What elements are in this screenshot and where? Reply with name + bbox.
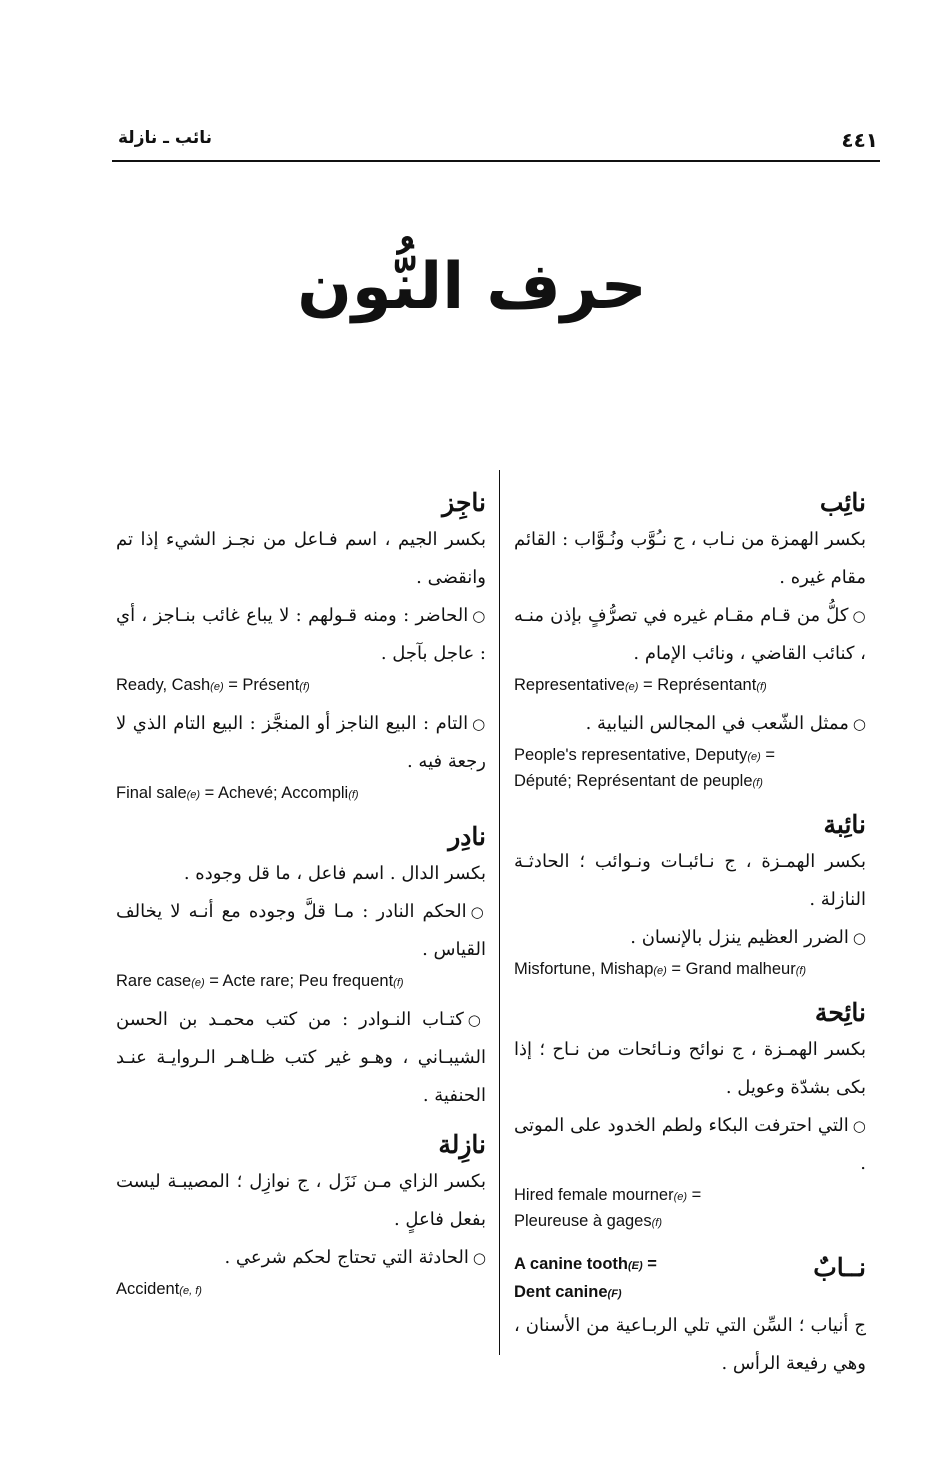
left-column bbox=[116, 485, 486, 1315]
right-column bbox=[514, 485, 866, 1395]
headword: نائِحة bbox=[814, 998, 866, 1027]
sense: ○الضرر العظيم ينزل بالإنسان . bbox=[630, 927, 866, 948]
translation: Representative(e) = Représentant(f) bbox=[514, 676, 767, 694]
headword: نائِب bbox=[819, 488, 866, 517]
headword: نــابٌ bbox=[813, 1253, 866, 1282]
translation: Rare case(e) = Acte rare; Peu frequent(f) bbox=[116, 972, 404, 990]
entry-nab bbox=[514, 1251, 866, 1383]
sense: ○الحادثة التي تحتاج لحكم شرعي . bbox=[224, 1247, 486, 1268]
definition: بكسر الجيم ، اسم فـاعل من نجـز الشيء إذا تم وانقضى . bbox=[116, 529, 486, 588]
translation: People's representative, Deputy(e) = Député; Représentant de peuple(f) bbox=[514, 746, 776, 790]
entry-naib bbox=[514, 485, 866, 795]
sense: ○الحاضر : ومنه قـولهم : لا يباع غائب بنـاجز ، أي : عاجل بآجل . bbox=[116, 605, 486, 664]
circle-bullet-icon: ○ bbox=[470, 903, 487, 921]
column-divider bbox=[499, 470, 500, 1355]
definition: ج أنياب ؛ السِّن التي تلي الربـاعية من الأسنان ، وهي رفيعة الرأس . bbox=[514, 1315, 866, 1374]
header-rule bbox=[112, 160, 880, 162]
page-number: ٤٤١ bbox=[841, 128, 878, 152]
circle-bullet-icon: ○ bbox=[852, 607, 866, 625]
definition: بكسر الزاي مـن نَزَل ، ج نوازِل ؛ المصيبـة ليست بفعل فاعلٍ . bbox=[116, 1171, 486, 1230]
translation: Hired female mourner(e) = Pleureuse à gages(f) bbox=[514, 1186, 702, 1230]
definition: بكسر الدال . اسم فاعل ، ما قل وجوده . bbox=[183, 863, 486, 884]
circle-bullet-icon: ○ bbox=[472, 1249, 486, 1267]
entry-nazila bbox=[116, 1127, 486, 1303]
circle-bullet-icon: ○ bbox=[852, 715, 866, 733]
translation: Ready, Cash(e) = Présent(f) bbox=[116, 676, 310, 694]
translation: A canine tooth(E) = Dent canine(F) bbox=[514, 1255, 657, 1301]
running-head: نائب ـ نازلة bbox=[118, 128, 213, 148]
translation: Accident(e, f) bbox=[116, 1280, 202, 1298]
sense: ○ممثل الشّعب في المجالس النيابية . bbox=[585, 713, 866, 734]
sense: ○كلُّ من قـام مقـام غيره في تصرُّفٍ بإذن منـه ، كنائب القاضي ، ونائب الإمام . bbox=[514, 605, 866, 664]
circle-bullet-icon: ○ bbox=[852, 1117, 866, 1135]
definition: بكسر الهمزة من نـاب ، ج نـُوَّب ونُـوَّاب : القائم مقام غيره . bbox=[514, 529, 866, 588]
definition: بكسر الهمـزة ، ج نوائح ونـائحات من نـاح ؛ إذا بكى بشدّة وعويل . bbox=[514, 1039, 866, 1098]
sense: ○الحكم النادر : مـا قلَّ وجوده مع أنـه لا يخالف القياس . bbox=[116, 901, 487, 960]
headword: ناجِز bbox=[442, 488, 486, 517]
sense: ○التام : البيع الناجز أو المنجَّز : البيع التام الذي لا رجعة فيه . bbox=[116, 713, 486, 772]
definition: بكسر الهمـزة ، ج نـائبـات ونـوائب ؛ الحادثـة النازلة . bbox=[514, 851, 866, 910]
translation: Misfortune, Mishap(e) = Grand malheur(f) bbox=[514, 960, 807, 978]
circle-bullet-icon: ○ bbox=[472, 715, 486, 733]
circle-bullet-icon: ○ bbox=[467, 1011, 486, 1029]
headword: نازِلة bbox=[438, 1130, 486, 1159]
sense: ○التي احترفت البكاء ولطم الخدود على الموتى . bbox=[514, 1115, 866, 1174]
chapter-title: حرف النُّون bbox=[297, 250, 647, 324]
entry-naiba bbox=[514, 807, 866, 983]
entry-najiz bbox=[116, 485, 486, 807]
headword: نادِر bbox=[448, 822, 486, 851]
circle-bullet-icon: ○ bbox=[852, 929, 866, 947]
entry-naiha bbox=[514, 995, 866, 1235]
headword: نائِبة bbox=[823, 810, 866, 839]
sense: ○كتـاب النـوادر : من كتب محمـد بن الحسن الشيبـاني ، وهـو غير كتب ظـاهـر الـروايـة عنـد الحنفية . bbox=[116, 1009, 486, 1106]
circle-bullet-icon: ○ bbox=[472, 607, 486, 625]
headword-row bbox=[514, 1251, 866, 1307]
entry-nadir bbox=[116, 819, 486, 1115]
translation: Final sale(e) = Achevé; Accompli(f) bbox=[116, 784, 359, 802]
